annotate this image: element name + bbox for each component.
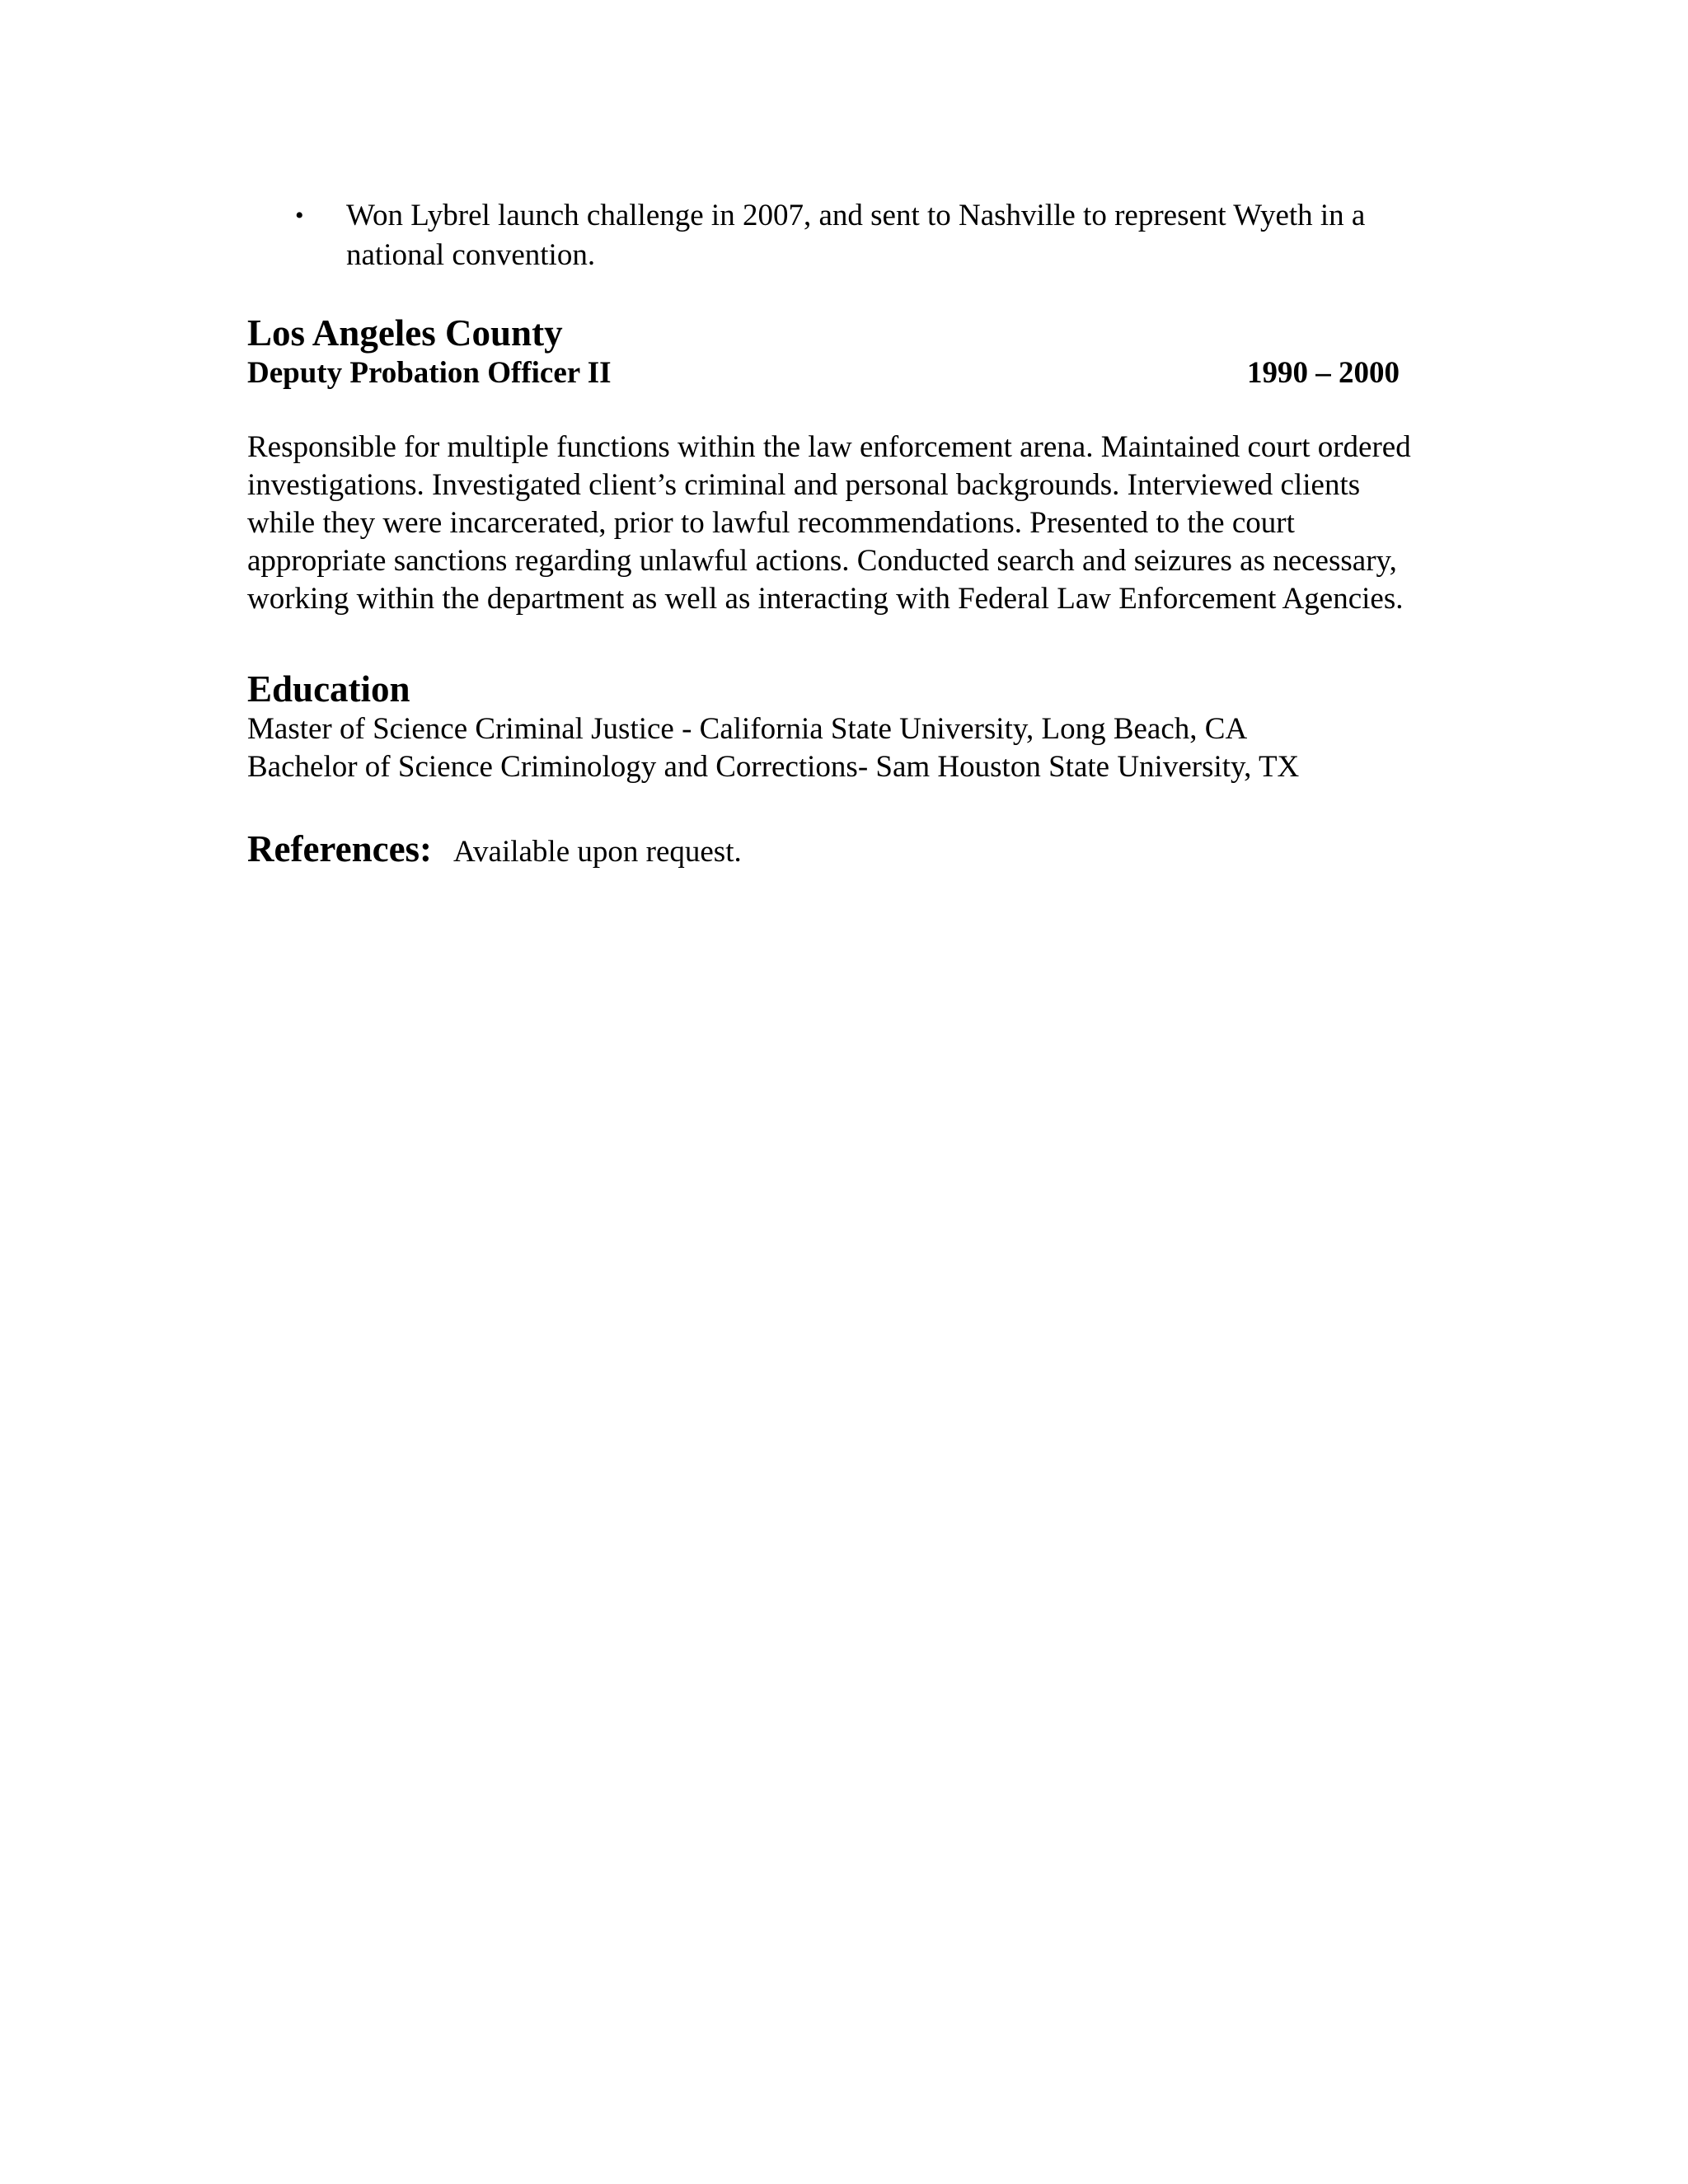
education-entry: Bachelor of Science Criminology and Corrections- Sam Houston State University, TX — [247, 750, 1300, 784]
references-section — [247, 827, 1434, 871]
education-heading: Education — [247, 668, 410, 710]
bullet-icon: • — [295, 202, 304, 229]
job-title-row — [247, 354, 1400, 392]
job-dates: 1990 – 2000 — [1247, 356, 1400, 390]
job-title: Deputy Probation Officer II — [247, 356, 612, 390]
education-entry: Master of Science Criminal Justice - California State University, Long Beach, CA — [247, 712, 1248, 746]
achievement-list — [247, 196, 1434, 275]
resume-content — [247, 196, 1434, 871]
employer-name: Los Angeles County — [247, 312, 563, 354]
list-item — [247, 196, 1442, 275]
references-heading: References: — [247, 828, 433, 869]
bullet-text: Won Lybrel launch challenge in 2007, and sent to Nashville to represent Wyeth in a national convention. — [346, 199, 1366, 272]
references-text: Available upon request. — [453, 835, 742, 869]
job-description: Responsible for multiple functions within the law enforcement arena. Maintained court ordered investigations. Investigated client’s criminal and personal backgrounds. Interviewed clients while they were incarcerated, prior to lawful recommendations. Presented to the court appropriate sanctions regarding unlawful actions. Conducted search and seizures as necessary, working within the department as well as interacting with Federal Law Enforcement Agencies. — [247, 430, 1411, 616]
